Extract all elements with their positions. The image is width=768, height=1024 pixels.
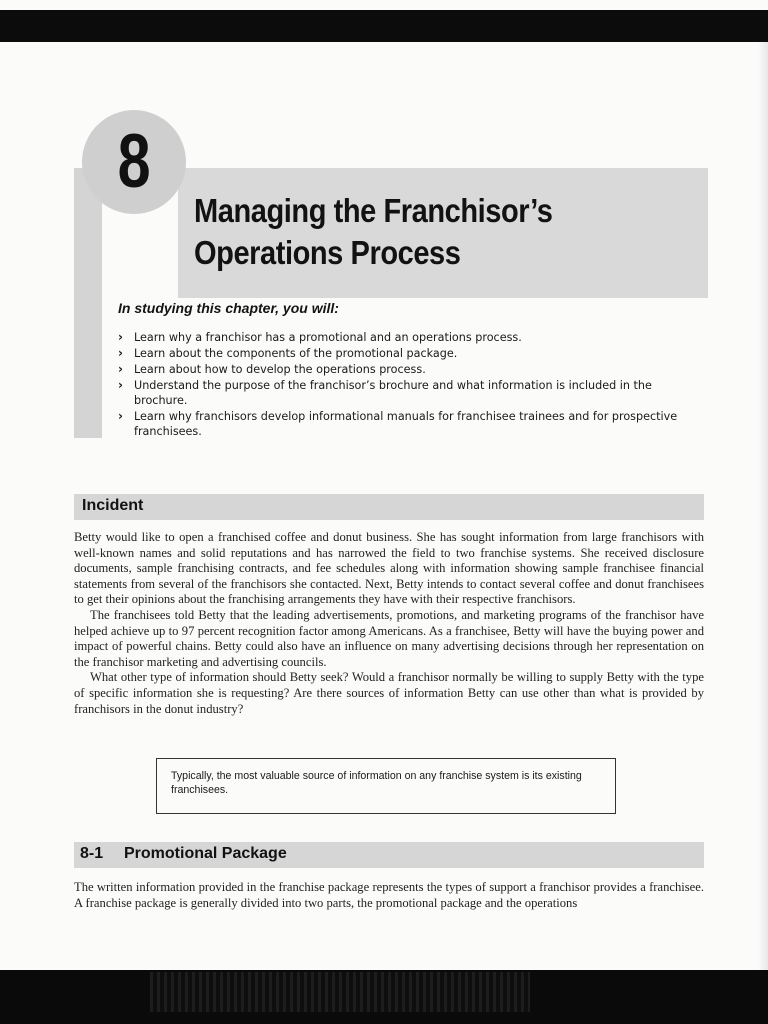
chevron-right-icon: › bbox=[118, 346, 123, 360]
chapter-title bbox=[194, 190, 564, 274]
section-title: Promotional Package bbox=[124, 845, 287, 862]
section-8-1-body bbox=[74, 880, 704, 911]
chapter-side-strip bbox=[74, 168, 102, 438]
objective-text: Learn about how to develop the operations process. bbox=[134, 363, 426, 376]
scan-right-shadow bbox=[758, 42, 768, 970]
objective-text: Learn about the components of the promotional package. bbox=[134, 347, 458, 360]
incident-paragraph-2: The franchisees told Betty that the leading advertisements, promotions, and marketing programs of the franchisor have helped achieve up to 97 percent recognition factor among Americans. As a franchisee, Betty will have the buying power and impact of powerful chains. Betty could also have an influence on many advertising decisions through her representation on the franchisor marketing and advertising councils. bbox=[74, 607, 704, 669]
chapter-number: 8 bbox=[117, 119, 151, 204]
objective-text: Learn why franchisors develop informational manuals for franchisee trainees and for prospective franchisees. bbox=[134, 410, 678, 439]
chapter-title-line-2: Operations Process bbox=[194, 234, 461, 271]
chevron-right-icon: › bbox=[118, 330, 123, 344]
incident-heading: Incident bbox=[82, 497, 144, 514]
section-8-1-paragraph: The written information provided in the franchise package represents the types of support a franchisor provides a franchisee. A franchise package is generally divided into two parts, the promotional package and the operations bbox=[74, 880, 704, 910]
chapter-title-line-1: Managing the Franchisor’s bbox=[194, 192, 553, 229]
callout-box bbox=[156, 758, 616, 814]
objective-item bbox=[118, 409, 702, 439]
objective-text: Learn why a franchisor has a promotional and an operations process. bbox=[134, 331, 522, 344]
objective-text: Understand the purpose of the franchisor’s brochure and what information is included in the brochure. bbox=[134, 379, 652, 408]
incident-paragraph-3: What other type of information should Betty seek? Would a franchisor normally be willing to supply Betty with the type of specific information she is requesting? Are there sources of information Betty can use other than what is provided by franchisors in the donut industry? bbox=[74, 670, 704, 716]
objective-item bbox=[118, 378, 702, 408]
incident-body bbox=[74, 530, 704, 717]
incident-paragraph-1: Betty would like to open a franchised coffee and donut business. She has sought information from large franchisors with well-known names and solid reputations and has narrowed the field to two franchise systems. She received disclosure documents, sample franchising contracts, and fee schedules along with information showing sample franchisee financial statements from several of the franchisors she contacted. Next, Betty intends to contact several coffee and donut franchisees to get their opinions about the franchising arrangements they have with their respective franchisors. bbox=[74, 530, 704, 607]
chevron-right-icon: › bbox=[118, 378, 123, 392]
objectives-heading: In studying this chapter, you will: bbox=[118, 300, 339, 316]
objective-item bbox=[118, 330, 702, 345]
objectives-list bbox=[118, 330, 702, 440]
chevron-right-icon: › bbox=[118, 362, 123, 376]
scan-top-edge bbox=[0, 10, 768, 42]
callout-text: Typically, the most valuable source of information on any franchise system is its existing franchisees. bbox=[171, 770, 582, 796]
scan-bottom-texture bbox=[150, 972, 530, 1012]
chapter-number-circle bbox=[82, 110, 186, 214]
incident-heading-band bbox=[74, 494, 704, 520]
section-number: 8-1 bbox=[80, 845, 104, 862]
objective-item bbox=[118, 346, 702, 361]
chevron-right-icon: › bbox=[118, 409, 123, 424]
objective-item bbox=[118, 362, 702, 377]
